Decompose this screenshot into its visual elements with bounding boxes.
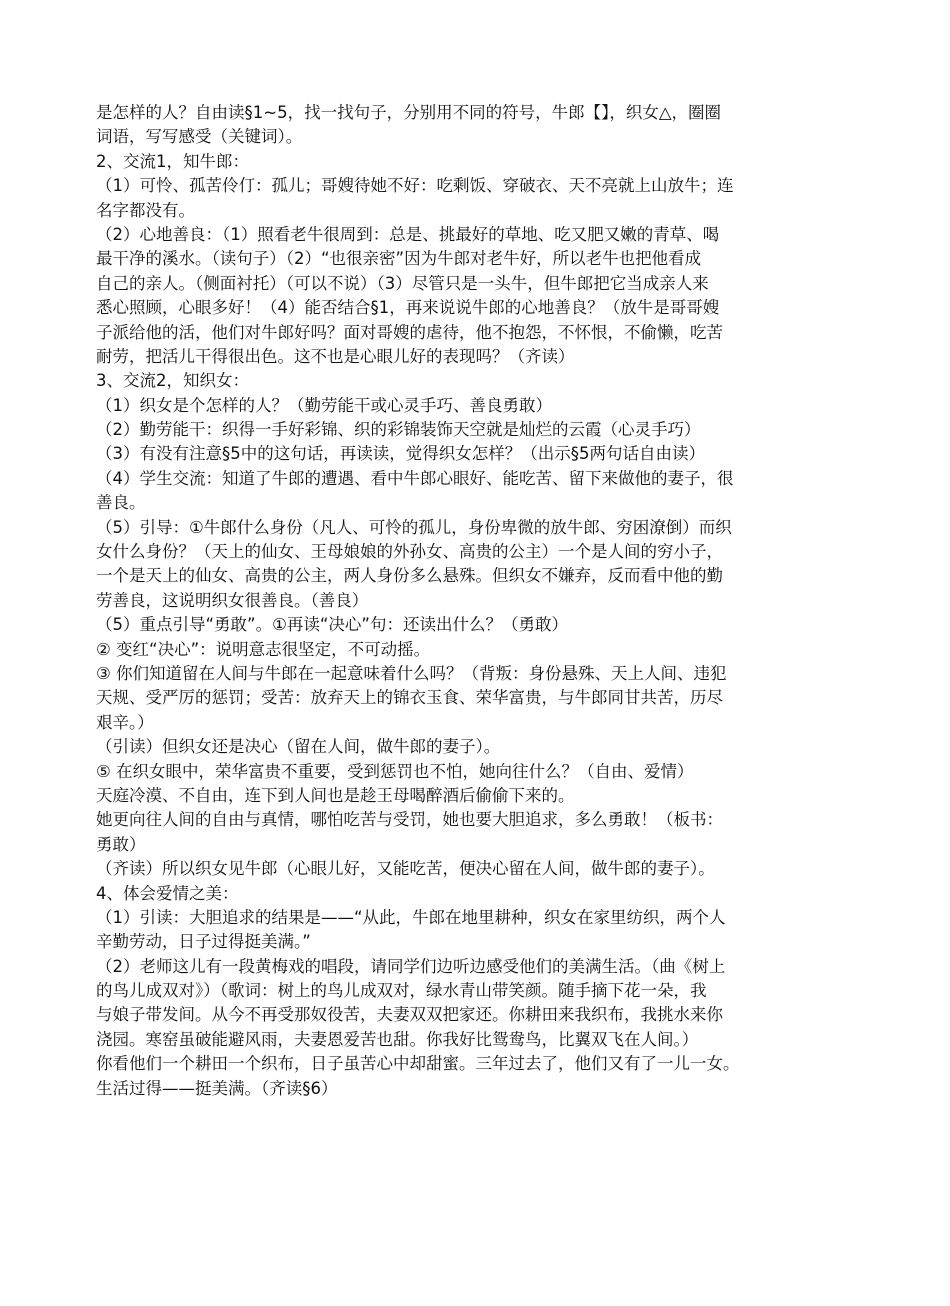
- text-line: （引读）但织女还是决心（留在人间，做牛郎的妻子）。: [96, 737, 501, 757]
- text-line: 2、交流1，知牛郎：: [96, 151, 249, 171]
- text-line: 自己的亲人。（侧面衬托）（可以不说）（3）尽管只是一头牛，但牛郎把它当成亲人来: [96, 273, 709, 293]
- text-line: 的鸟儿成双对》）（歌词：树上的鸟儿成双对，绿水青山带笑颜。随手摘下花一朵，我: [96, 981, 707, 1001]
- text-line: 与娘子带发间。从今不再受那奴役苦，夫妻双双把家还。你耕田来我织布，我挑水来你: [96, 1005, 723, 1025]
- text-line: （齐读）所以织女见牛郎（心眼儿好，又能吃苦，便决心留在人间，做牛郎的妻子）。: [96, 859, 715, 879]
- text-line: 词语，写写感受（关键词）。: [96, 127, 303, 147]
- text-line: （1）织女是个怎样的人？（勤劳能干或心灵手巧、善良勇敢）: [96, 395, 552, 415]
- text-line: 子派给他的活，他们对牛郎好吗？面对哥嫂的虐待，他不抱怨，不怀恨，不偷懒，吃苦: [96, 322, 723, 342]
- text-line: ③ 你们知道留在人间与牛郎在一起意味着什么吗？（背叛：身份悬殊、天上人间、违犯: [96, 663, 727, 683]
- text-line: 生活过得——挺美满。（齐读§6）: [96, 1078, 338, 1098]
- text-line: 3、交流2，知织女：: [96, 371, 249, 391]
- text-line: 勇敢）: [96, 834, 146, 854]
- text-line: 辛勤劳动，日子过得挺美满。”: [96, 932, 311, 952]
- text-line: ⑤ 在织女眼中，荣华富贵不重要，受到惩罚也不怕，她向往什么？（自由、爱情）: [96, 761, 694, 781]
- text-line: （3）有没有注意§5中的这句话，再读读，觉得织女怎样？（出示§5两句话自由读）: [96, 444, 705, 464]
- text-line: （2）心地善良：（1）照看老牛很周到：总是、挑最好的草地、吃又肥又嫩的青草、喝: [96, 224, 720, 244]
- text-line: 天庭冷漠、不自由，连下到人间也是趁王母喝醉酒后偷偷下来的。: [96, 785, 575, 805]
- text-line: （1）引读：大胆追求的结果是——“从此，牛郎在地里耕种，织女在家里纺织，两个人: [96, 907, 726, 927]
- text-line: 艰辛。）: [96, 712, 154, 732]
- text-line: 劳善良，这说明织女很善良。（善良）: [96, 590, 369, 610]
- text-line: 最干净的溪水。（读句子）（2）“也很亲密”因为牛郎对老牛好，所以老牛也把他看成: [96, 249, 702, 269]
- document-body: [96, 101, 866, 1101]
- text-line: 一个是天上的仙女、高贵的公主，两人身份多么悬殊。但织女不嫌弃，反而看中他的勤: [96, 566, 723, 586]
- text-line: 她更向往人间的自由与真情，哪怕吃苦与受罚，她也要大胆追求，多么勇敢！（板书：: [96, 810, 723, 830]
- text-line: 善良。: [96, 493, 146, 513]
- text-line: 耐劳，把活儿干得很出色。这不也是心眼儿好的表现吗？（齐读）: [96, 346, 575, 366]
- text-line: （5）引导：①牛郎什么身份（凡人、可怜的孤儿，身份卑微的放牛郎、穷困潦倒）而织: [96, 517, 732, 537]
- text-line: 4、体会爱情之美：: [96, 883, 239, 903]
- text-line: 女什么身份？（天上的仙女、王母娘娘的外孙女、高贵的公主）一个是人间的穷小子，: [96, 542, 723, 562]
- text-line: 名字都没有。: [96, 200, 195, 220]
- text-line: 浇园。寒窑虽破能避风雨，夫妻恩爱苦也甜。你我好比鸳鸯鸟，比翼双飞在人间。）: [96, 1029, 699, 1049]
- text-line: 天规、受严厉的惩罚；受苦：放弃天上的锦衣玉食、荣华富贵，与牛郎同甘共苦，历尽: [96, 688, 723, 708]
- text-line: 你看他们一个耕田一个织布，日子虽苦心中却甜蜜。三年过去了，他们又有了一儿一女。: [96, 1054, 740, 1074]
- text-line: 是怎样的人？自由读§1~5，找一找句子，分别用不同的符号，牛郎【】，织女△，圈圈: [96, 103, 722, 122]
- text-line: 悉心照顾，心眼多好！（4）能否结合§1，再来说说牛郎的心地善良？（放牛是哥哥嫂: [96, 298, 720, 318]
- text-line: （2）勤劳能干：织得一手好彩锦、织的彩锦装饰天空就是灿烂的云霞（心灵手巧）: [96, 420, 701, 440]
- text-line: （5）重点引导“勇敢”。①再读“决心”句：还读出什么？（勇敢）: [96, 615, 568, 635]
- text-line: （2）老师这儿有一段黄梅戏的唱段，请同学们边听边感受他们的美满生活。（曲《树上: [96, 956, 726, 976]
- text-line: （4）学生交流：知道了牛郎的遭遇、看中牛郎心眼好、能吃苦、留下来做他的妻子，很: [96, 468, 734, 488]
- text-line: （1）可怜、孤苦伶仃：孤儿；哥嫂待她不好：吃剩饭、穿破衣、天不亮就上山放牛；连: [96, 176, 734, 196]
- text-line: ② 变红“决心”：说明意志很坚定，不可动摇。: [96, 639, 431, 659]
